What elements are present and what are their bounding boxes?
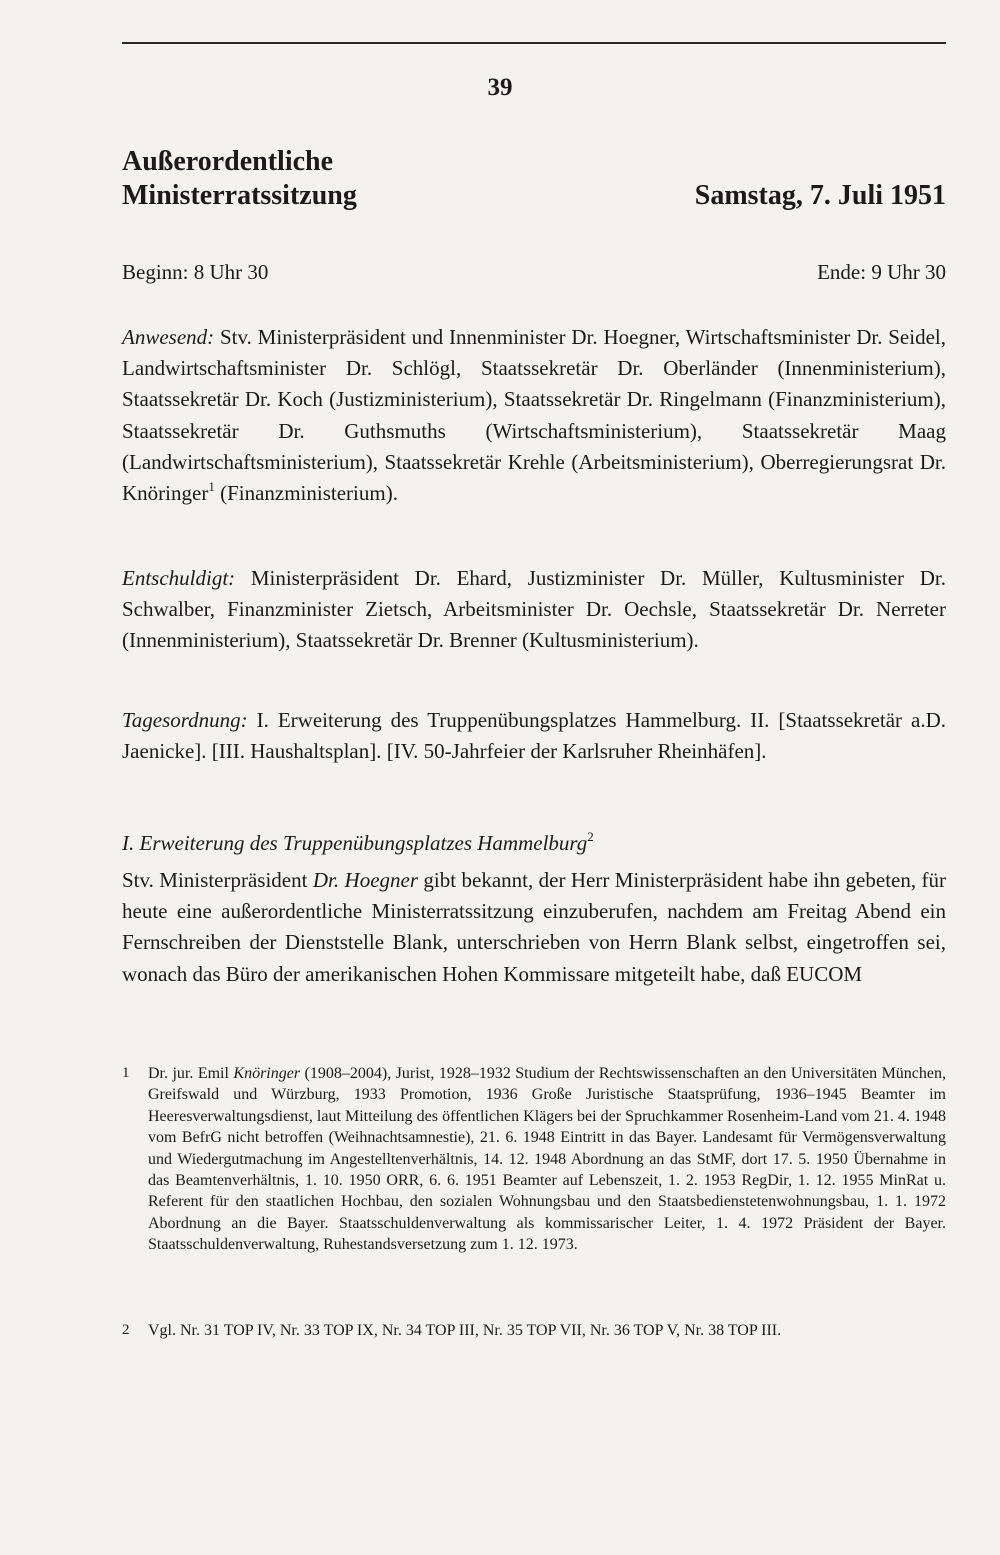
footnote-ref-2: 2 <box>587 828 594 844</box>
agenda-label: Tagesordnung: <box>122 708 248 732</box>
agenda-text: I. Erweiterung des Truppenübungsplatzes Hammelburg. II. [Staatssekretär a.D. Jaenicke]. [III. Haushaltsplan]. [IV. 50-Jahrfeier der Karlsruher Rheinhäfen]. <box>122 708 946 764</box>
footnote-person-name: Knöringer <box>233 1065 301 1082</box>
agenda-item-title: I. Erweiterung des Truppenübungsplatzes Hammelburg <box>122 831 588 855</box>
footnote-number: 1 <box>122 1065 130 1081</box>
session-title-line1: Außerordentliche <box>122 146 334 177</box>
header-rule <box>122 42 946 44</box>
body-text-rest: gibt bekannt, der Herr Ministerpräsident habe ihn gebeten, für heute eine außerordentliche Ministerratssitzung einzuberufen, nachdem am Freitag Abend ein Fernschreiben der Dienststelle Blank, unterschrieben von Herrn Blank selbst, eingetroffen sei, wonach das Büro der amerikanischen Hohen Kommissare mitgeteilt habe, daß EUCOM <box>122 868 946 986</box>
body-text-start: Stv. Ministerpräsident <box>122 868 313 892</box>
attendees-text-end: (Finanzministerium). <box>214 481 398 506</box>
attendees-label: Anwesend: <box>122 325 215 349</box>
body-paragraph <box>122 865 946 990</box>
footnote-text: Vgl. Nr. 31 TOP IV, Nr. 33 TOP IX, Nr. 34 TOP III, Nr. 35 TOP VII, Nr. 36 TOP V, Nr. 38 TOP III. <box>148 1322 782 1339</box>
speaker-name: Dr. Hoegner <box>312 868 419 892</box>
agenda-item-heading <box>122 828 946 859</box>
end-time: Ende: 9 Uhr 30 <box>817 260 946 284</box>
session-date: Samstag, 7. Juli 1951 <box>694 180 946 211</box>
excused-text: Ministerpräsident Dr. Ehard, Justizminister Dr. Müller, Kultusminister Dr. Schwalber, Finanzminister Zietsch, Arbeitsminister Dr. Oechsle, Staatssekretär Dr. Nerreter (Innenministerium), Staatssekretär Dr. Brenner (Kultusministerium). <box>122 566 946 653</box>
session-title-line2: Ministerratssitzung <box>122 180 357 211</box>
excused-label: Entschuldigt: <box>122 566 236 590</box>
excused-paragraph <box>122 563 946 657</box>
footnote-number: 2 <box>122 1322 130 1338</box>
page-number: 39 <box>487 74 513 101</box>
agenda-paragraph <box>122 705 946 767</box>
footnote-ref-1: 1 <box>208 478 215 494</box>
start-time: Beginn: 8 Uhr 30 <box>122 260 269 284</box>
attendees-text: Stv. Ministerpräsident und Innenminister Dr. Hoegner, Wirtschaftsminister Dr. Seidel, Landwirtschaftsminister Dr. Schlögl, Staatssekretär Dr. Oberländer (Innenministerium), Staatssekretär Dr. Koch (Justizministerium), Staatssekretär Dr. Ringelmann (Finanzministerium), Staatssekretär Dr. Guthsmuths (Wirtschaftsministerium), Staatssekretär Maag (Landwirtschaftsministerium), Staatssekretär Krehle (Arbeitsministerium), Oberregierungsrat Dr. Knöringer <box>122 325 946 506</box>
footnote-text-a: Dr. jur. Emil <box>148 1065 234 1082</box>
footnote-text-b: (1908–2004), Jurist, 1928–1932 Studium der Rechtswissenschaften an den Universitäten München, Greifswald und Würzburg, 1933 Promotion, 1936 Große Juristische Staatsprüfung, 1936–1945 Beamter im Heeresverwaltungsdienst, laut Mitteilung des öffentlichen Klägers bei der Spruchkammer Rosenheim-Land vom 21. 4. 1948 vom BefrG nicht betroffen (Weihnachtsamnestie), 21. 6. 1948 Eintritt in das Bayer. Landesamt für Vermögensverwaltung und Wiedergutmachung im Angestelltenverhältnis, 14. 12. 1948 Abordnung an das StMF, dort 17. 5. 1950 Übernahme in das Beamtenverhältnis, 1. 10. 1950 ORR, 6. 6. 1951 Beamter auf Lebenszeit, 1. 2. 1953 RegDir, 1. 12. 1955 MinRat u. Referent für den staatlichen Hochbau, den sozialen Wohnungsbau und den Staatsbedienstetenwohnungsbau, 1. 1. 1972 Abordnung an die Bayer. Staatsschuldenverwaltung als kommissarischer Leiter, 1. 4. 1972 Präsident der Bayer. Staatsschuldenverwaltung, Ruhestandsversetzung zum 1. 12. 1973. <box>148 1065 946 1254</box>
footnote-text <box>148 1063 946 1256</box>
footnote-2 <box>122 1320 946 1341</box>
footnote-1 <box>122 1063 946 1256</box>
attendees-paragraph <box>122 322 946 509</box>
